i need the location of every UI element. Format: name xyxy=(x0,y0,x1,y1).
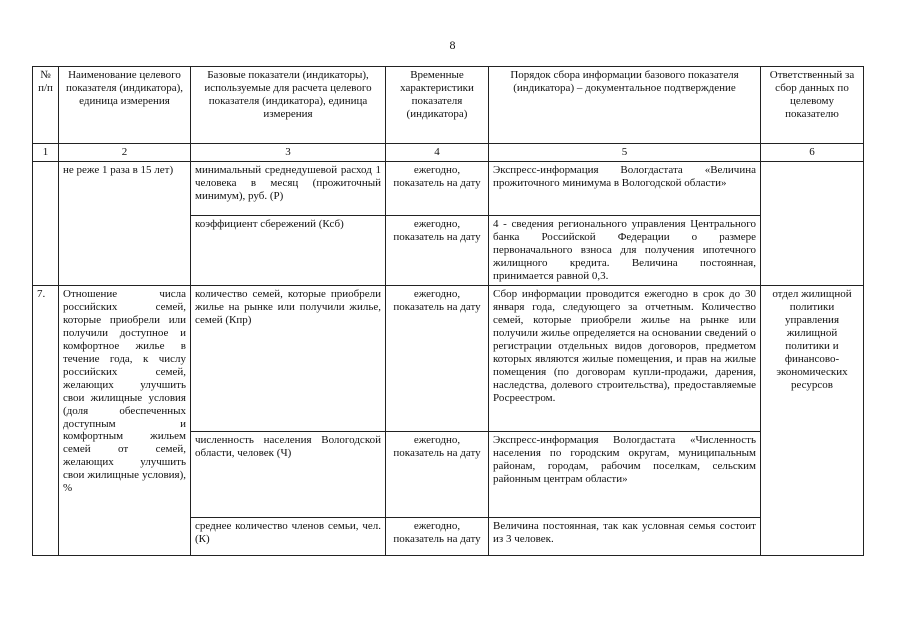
header-number: № п/п xyxy=(33,67,59,144)
collection-procedure-cell: Экспресс-информация Вологдастата «Численность населения по городским округам, муниципальным районам, городам, рабочим поселкам, сельским районным центрам области» xyxy=(489,431,761,517)
table-row xyxy=(33,161,864,215)
base-indicator-cell: численность населения Вологодской области, человек (Ч) xyxy=(191,431,386,517)
header-indicator-name: Наименование целевого показателя (индикатора), единица измерения xyxy=(59,67,191,144)
time-characteristic-cell: ежегодно, показатель на дату xyxy=(386,431,489,517)
time-characteristic-cell: ежегодно, показатель на дату xyxy=(386,285,489,431)
column-number: 5 xyxy=(489,144,761,162)
table-row xyxy=(33,285,864,431)
column-number: 6 xyxy=(761,144,864,162)
header-collection-procedure: Порядок сбора информации базового показателя (индикатора) – документальное подтверждение xyxy=(489,67,761,144)
header-responsible: Ответственный за сбор данных по целевому показателю xyxy=(761,67,864,144)
base-indicator-cell: среднее количество членов семьи, чел. (К) xyxy=(191,517,386,555)
collection-procedure-cell: Экспресс-информация Вологдастата «Величина прожиточного минимума в Вологодской области» xyxy=(489,161,761,215)
indicators-table xyxy=(32,66,864,556)
table-header-row xyxy=(33,67,864,144)
base-indicator-cell: минимальный среднедушевой расход 1 человека в месяц (прожиточный минимум), руб. (Р) xyxy=(191,161,386,215)
collection-procedure-cell: Сбор информации проводится ежегодно в срок до 30 января года, следующего за отчетным. Количество семей, которые приобрели жилье на рынке или получили жилье определяется на основании сведений о регистрации отдельных видов договоров, предметом которых являются жилые помещения, и прав на жилые помещения (по договорам купли-продажи, дарения, наследства, долевого строительства), предоставляемые Росреестром. xyxy=(489,285,761,431)
time-characteristic-cell: ежегодно, показатель на дату xyxy=(386,517,489,555)
column-number-row xyxy=(33,144,864,162)
column-number: 4 xyxy=(386,144,489,162)
collection-procedure-cell: Величина постоянная, так как условная семья состоит из 3 человек. xyxy=(489,517,761,555)
header-base-indicators: Базовые показатели (индикаторы), используемые для расчета целевого показателя (индикатора), единица измерения xyxy=(191,67,386,144)
header-time-characteristics: Временные характеристики показателя (индикатора) xyxy=(386,67,489,144)
collection-procedure-cell: 4 - сведения регионального управления Центрального банка Российской Федерации о размере первоначального взноса для получения ипотечного жилищного кредита. Величина постоянная, принимается равной 0,3. xyxy=(489,215,761,285)
base-indicator-cell: количество семей, которые приобрели жилье на рынке или получили жилье, семей (Кпр) xyxy=(191,285,386,431)
row-number-cell: 7. xyxy=(33,285,59,555)
indicator-name-cell: Отношение числа российских семей, которые приобрели или получили доступное и комфортное жилье в течение года, к числу российских семей, желающих улучшить свои жилищные условия (доля обеспеченных доступным и комфортным жильем семей от семей, желающих улучшить свои жилищные условия), % xyxy=(59,285,191,555)
row-number-cell xyxy=(33,161,59,285)
page-number: 8 xyxy=(449,38,456,52)
indicator-name-cell: не реже 1 раза в 15 лет) xyxy=(59,161,191,285)
responsible-cell: отдел жилищной политики управления жилищной политики и финансово-экономических ресурсов xyxy=(761,285,864,555)
time-characteristic-cell: ежегодно, показатель на дату xyxy=(386,215,489,285)
time-characteristic-cell: ежегодно, показатель на дату xyxy=(386,161,489,215)
column-number: 2 xyxy=(59,144,191,162)
column-number: 3 xyxy=(191,144,386,162)
column-number: 1 xyxy=(33,144,59,162)
base-indicator-cell: коэффициент сбережений (Ксб) xyxy=(191,215,386,285)
responsible-cell xyxy=(761,161,864,285)
